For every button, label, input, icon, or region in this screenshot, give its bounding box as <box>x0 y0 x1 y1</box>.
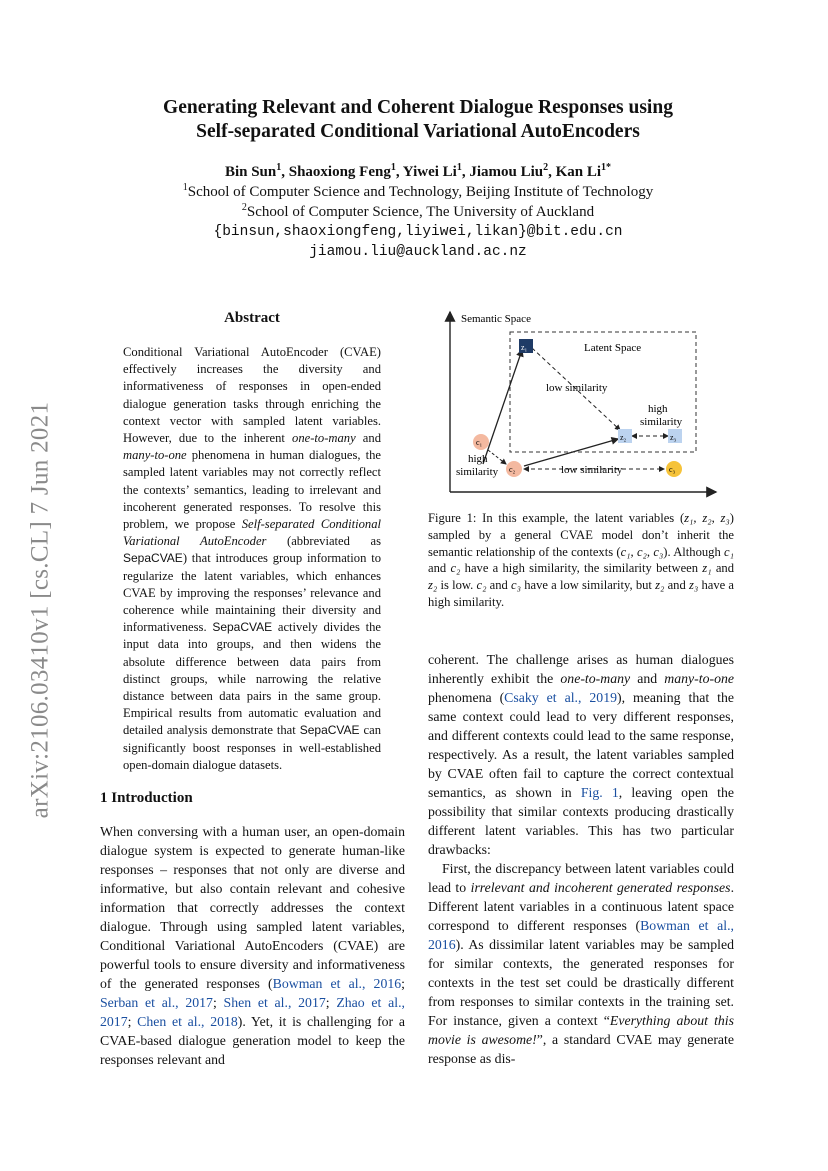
body-text: ; <box>401 976 405 991</box>
figure-reference-link[interactable]: Fig. 1 <box>580 785 619 800</box>
model-name: SepaCVAE <box>123 551 183 566</box>
caption-math: c₃ <box>511 578 521 593</box>
email-2: jiamou.liu@auckland.ac.nz <box>309 244 527 260</box>
body-text: ; <box>325 995 337 1010</box>
email-1: {binsun,shaoxiongfeng,liyiwei,likan}@bit.edu.cn <box>213 224 623 240</box>
caption-text: ) sampled by a general CVAE model don’t inherit the semantic relationship of the contexts ( <box>428 511 734 559</box>
affiliation-2 <box>100 202 736 222</box>
body-text: When conversing with a human user, an open-domain dialogue system is expected to generate human-like responses – responses that not only are diverse and informative, but also contain relevant and cohesive information that correctly addresses the context dialogue. Through using sampled latent variables, Conditional Variational AutoEncoders (CVAE) are powerful tools to ensure diversity and informativeness of the generated responses ( <box>100 824 405 991</box>
abstract-text: (abbreviated as <box>266 534 381 549</box>
body-emphasis: Everything about this movie is awesome! <box>428 1013 735 1047</box>
z1-label: z₁ <box>521 343 528 352</box>
abstract-body <box>123 344 381 774</box>
caption-text: and <box>711 561 735 576</box>
body-text: , leaving open the possibility that similar contexts producing drastically different latent variables. This has two particular drawbacks: <box>428 785 735 857</box>
abstract-emphasis: Self-separated Conditional Variational AutoEncoder <box>123 517 381 549</box>
arxiv-identifier-text: arXiv:2106.03410v1 [cs.CL] 7 Jun 2021 <box>26 401 53 819</box>
caption-math: c₁, c₂, c₃ <box>620 544 664 559</box>
affil-mark: 1 <box>182 182 188 193</box>
caption-math: z₂ <box>428 578 438 593</box>
affiliation-text: School of Computer Science, The University of Auckland <box>246 204 595 220</box>
body-text: and <box>630 671 665 686</box>
caption-text: is low. <box>437 578 477 593</box>
caption-text: have a low similarity, but <box>521 578 656 593</box>
label-high-similarity-c-1: high <box>468 453 488 465</box>
body-text: ). Yet, it is challenging for a CVAE-based dialogue generation model to keep the responses relevant and <box>100 1014 405 1067</box>
author-affil-mark: 1* <box>601 162 612 173</box>
citation-link[interactable]: Zhao et al., 2017 <box>100 995 405 1029</box>
abstract-text: phenomena in human dialogues, the sampled latent variables may not correctly reflect the contexts’ semantics, leading to irrelevant and incoherent generated responses. To resolve this problem, we propose <box>123 448 381 532</box>
author-name: Bin Sun <box>224 164 277 180</box>
abstract-text: can significantly boost responses in well-established open-domain dialogue datasets. <box>123 723 381 772</box>
caption-math: z₂ <box>655 578 665 593</box>
figure-1-diagram <box>428 306 734 502</box>
right-column-body <box>428 650 734 1068</box>
author-affil-mark: 1 <box>456 162 462 173</box>
body-text: ). As dissimilar latent variables may be sampled for similar contexts, the generated responses for contexts in the test set could be drastically different from responses to similar contexts in the training set. For instance, given a context “ <box>428 937 734 1028</box>
z2-label: z₂ <box>620 433 627 442</box>
abstract-emphasis: one-to-many <box>292 431 356 446</box>
body-emphasis: many-to-one <box>664 671 734 686</box>
abstract-text: ) that introduces group information to regularize the latent variables, which enhances CVAE by improving the responses’ relevance and coherence while maintaining their diversity and informativeness. <box>123 551 381 635</box>
body-emphasis: one-to-many <box>560 671 631 686</box>
label-high-similarity-z-1: high <box>648 403 668 415</box>
citation-link[interactable]: Csaky et al., 2019 <box>504 690 617 705</box>
arxiv-identifier-stamp <box>10 380 70 840</box>
body-text: . Different latent variables in a continuous latent space correspond to different responses ( <box>428 880 735 933</box>
title-line-2: Self-separated Conditional Variational AutoEncoders <box>196 121 640 142</box>
citation-link[interactable]: Serban et al., 2017 <box>100 995 213 1010</box>
label-high-similarity-z-2: similarity <box>640 416 683 428</box>
author-name: Jiamou Liu <box>469 164 544 180</box>
author-affil-mark: 1 <box>390 162 396 173</box>
label-low-similarity-c: low similarity <box>561 464 623 476</box>
latent-space-label: Latent Space <box>584 342 642 354</box>
caption-text: have a high similarity. <box>428 578 734 609</box>
body-text: First, the discrepancy between latent variables could lead to <box>428 861 734 895</box>
body-text: ”, a standard CVAE may generate response as dis- <box>428 1032 735 1066</box>
caption-math: z₁ <box>702 561 712 576</box>
author-names: Bin Sun$^1$, Shaoxiong Feng$^1$, Yiwei Li$^1$, Jiamou Liu$^2$, Kan $Li^{1*}$ <box>224 162 612 180</box>
introduction-body <box>100 822 405 1069</box>
body-text: coherent. The challenge arises as human dialogues inherently exhibit the <box>428 652 734 686</box>
model-name: SepaCVAE <box>299 723 360 738</box>
abstract-emphasis: many-to-one <box>123 448 187 463</box>
citation-link[interactable]: Shen et al., 2017 <box>223 995 326 1010</box>
body-text: ; <box>127 1014 138 1029</box>
caption-text: and <box>664 578 689 593</box>
paper-title <box>100 96 736 144</box>
caption-text: have a high similarity, the similarity between <box>460 561 703 576</box>
caption-text: and <box>428 561 451 576</box>
figure-1-caption <box>428 510 734 611</box>
body-emphasis: irrelevant and incoherent generated responses <box>470 880 731 895</box>
caption-text: and <box>486 578 512 593</box>
arrow-c2-to-z1 <box>483 350 522 464</box>
c1-label: c₁ <box>476 438 483 447</box>
citation-link[interactable]: Bowman et al., 2016 <box>428 918 735 952</box>
abstract-text: and <box>355 431 381 446</box>
c3-label: c₃ <box>669 465 676 474</box>
z3-label: z₃ <box>670 433 677 442</box>
author-name: Shaoxiong Feng <box>288 164 391 180</box>
author-affil-mark: 2 <box>543 162 549 173</box>
caption-math: c₂ <box>476 578 487 593</box>
citation-link[interactable]: Bowman et al., 2016 <box>272 976 402 991</box>
body-text: ), meaning that the same context could lead to very different responses, and different contexts could lead to the same response, respectively. As a result, the latent variables sampled by CVAE often fail to capture the correct contextual semantics, as shown in <box>428 690 735 800</box>
author-block <box>100 162 736 262</box>
c2-label: c₂ <box>509 465 516 474</box>
title-line-1: Generating Relevant and Coherent Dialogue Responses using <box>163 97 673 118</box>
author-name: Yiwei Li <box>402 164 457 180</box>
abstract-text: Conditional Variational AutoEncoder (CVAE) effectively increases the diversity and informativeness of responses in open-ended dialogue generation tasks through enriching the context vector with sampled latent variables. However, due to the inherent <box>123 345 381 446</box>
body-text: ; <box>212 995 224 1010</box>
caption-math: z₁, z₂, z₃ <box>684 511 730 525</box>
caption-math: z₃ <box>688 578 699 593</box>
axis-label: Semantic Space <box>461 313 531 325</box>
caption-math: c₁ <box>724 544 735 559</box>
section-heading-introduction: 1 Introduction <box>100 790 193 806</box>
affiliation-1 <box>100 182 736 202</box>
abstract-text: actively divides the input data into groups, and then widens the absolute difference between data pairs from distinct groups, while narrowing the relative distance between data pairs in the same group. Empirical results from automatic evaluation and detailed analysis demonstrate that <box>123 620 381 738</box>
citation-link[interactable]: Chen et al., 2018 <box>137 1014 238 1029</box>
caption-math: c₂ <box>450 561 461 576</box>
label-low-similarity-z: low similarity <box>546 382 608 394</box>
affil-mark: 2 <box>241 202 247 213</box>
model-name: SepaCVAE <box>212 620 273 635</box>
dash-c1-c2 <box>488 450 506 464</box>
caption-text: ). Although <box>663 544 725 559</box>
affiliation-text: School of Computer Science and Technology, Beijing Institute of Technology <box>187 184 654 200</box>
body-text: phenomena ( <box>428 690 505 705</box>
figure-1-svg <box>428 306 734 502</box>
author-affil-mark: 1 <box>276 162 282 173</box>
author-name: Kan Li <box>555 164 602 180</box>
caption-text: Figure 1: In this example, the latent variables ( <box>428 511 685 525</box>
abstract-heading: Abstract <box>224 310 280 326</box>
label-high-similarity-c-2: similarity <box>456 466 499 478</box>
